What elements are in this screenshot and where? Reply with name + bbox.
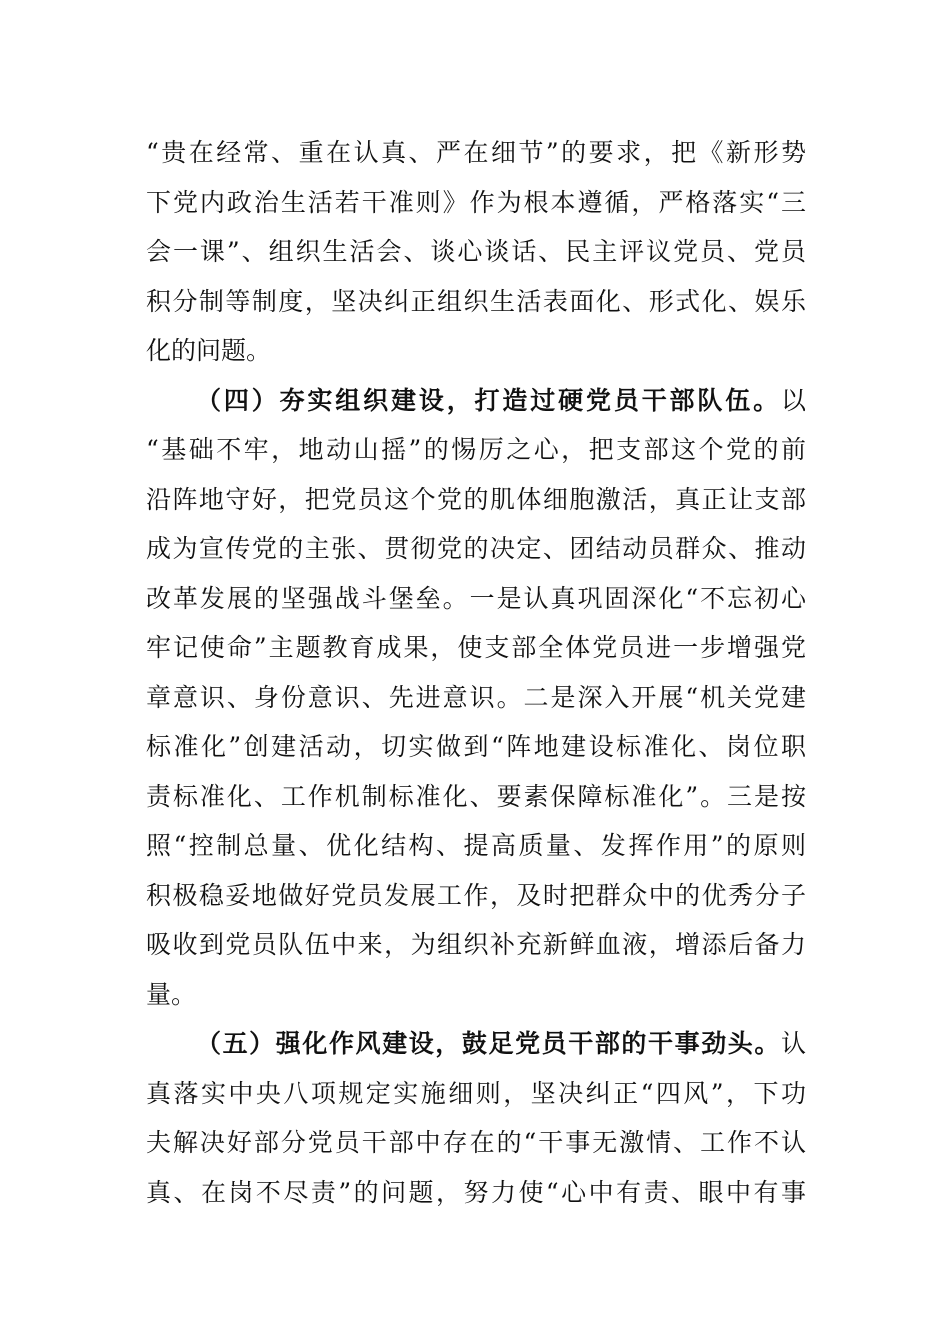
section-heading-5: （五）强化作风建设，鼓足党员干部的干事劲头。 <box>196 1029 781 1058</box>
text-line: 真落实中央八项规定实施细则，坚决纠正“四风”，下功 <box>146 1078 806 1108</box>
heading-line-rest: 认 <box>780 1029 806 1058</box>
paragraph-1 <box>146 128 806 376</box>
heading-line-rest: 以 <box>780 385 806 415</box>
text-line: “贵在经常、重在认真、严在细节”的要求，把《新形势 <box>146 138 806 167</box>
text-line: 下党内政治生活若干准则》作为根本遵循，严格落实“三 <box>146 187 806 217</box>
text-line: 吸收到党员队伍中来，为组织补充新鲜血液，增添后备力 <box>146 930 806 959</box>
text-line: 责标准化、工作机制标准化、要素保障标准化”。三是按 <box>146 781 806 811</box>
paragraph-2 <box>146 376 806 1020</box>
text-line: 改革发展的坚强战斗堡垒。一是认真巩固深化“不忘初心 <box>146 583 806 613</box>
text-line: 成为宣传党的主张、贯彻党的决定、团结动员群众、推动 <box>146 534 806 563</box>
text-line: “基础不牢，地动山摇”的惕厉之心，把支部这个党的前 <box>146 435 806 464</box>
heading-line <box>146 1019 806 1069</box>
text-line: 积极稳妥地做好党员发展工作，及时把群众中的优秀分子 <box>146 880 806 910</box>
text-line: 标准化”创建活动，切实做到“阵地建设标准化、岗位职 <box>146 732 806 761</box>
text-line: 量。 <box>146 979 197 1009</box>
paragraph-3 <box>146 1019 806 1217</box>
text-line: 牢记使命”主题教育成果，使支部全体党员进一步增强党 <box>146 633 806 662</box>
heading-line <box>146 376 806 426</box>
text-line: 夫解决好部分党员干部中存在的“干事无激情、工作不认 <box>146 1128 806 1157</box>
section-heading-4: （四）夯实组织建设，打造过硬党员干部队伍。 <box>196 385 781 415</box>
text-line: 章意识、身份意识、先进意识。二是深入开展“机关党建 <box>146 682 806 712</box>
text-line: 真、在岗不尽责”的问题，努力使“心中有责、眼中有事 <box>146 1177 806 1207</box>
text-line: 积分制等制度，坚决纠正组织生活表面化、形式化、娱乐 <box>146 286 806 316</box>
document-page <box>146 128 806 1217</box>
text-line: 会一课”、组织生活会、谈心谈话、民主评议党员、党员 <box>146 237 806 266</box>
text-line: 照“控制总量、优化结构、提高质量、发挥作用”的原则 <box>146 831 806 860</box>
text-line: 化的问题。 <box>146 336 272 365</box>
text-line: 沿阵地守好，把党员这个党的肌体细胞激活，真正让支部 <box>146 484 806 514</box>
